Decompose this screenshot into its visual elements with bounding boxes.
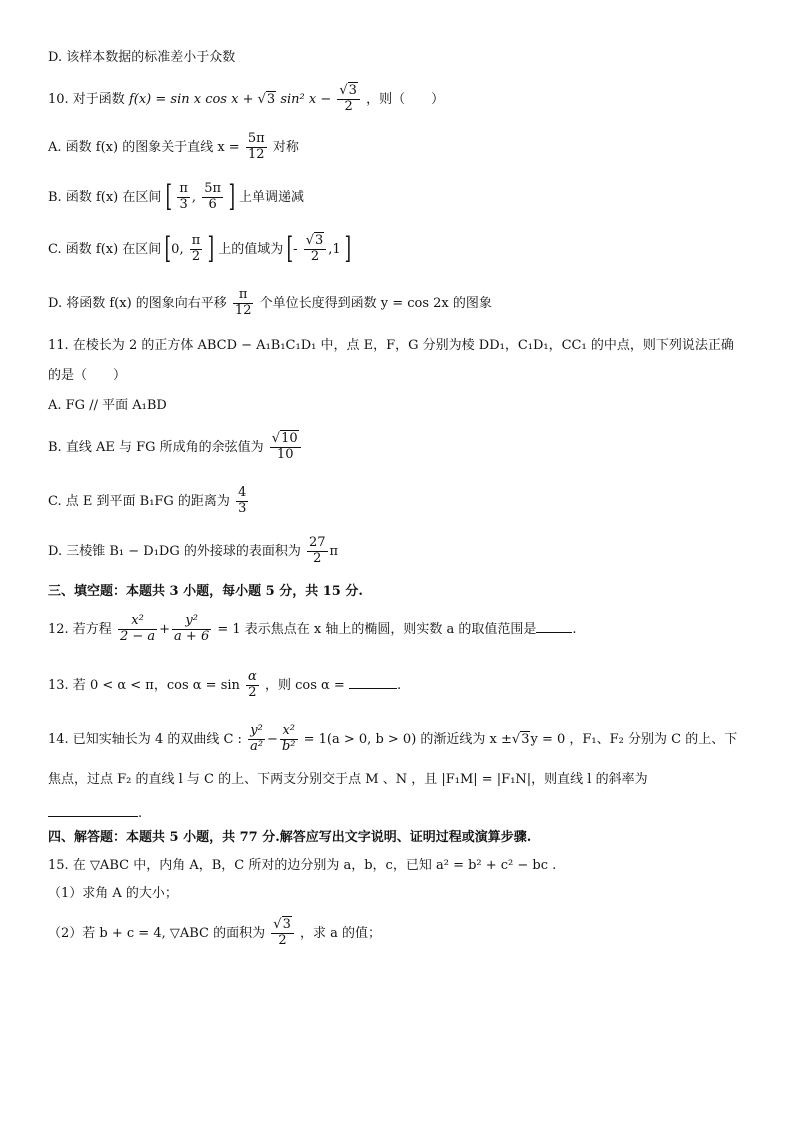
q10-c-mid: 上的值域为 <box>218 241 284 257</box>
q10-option-a <box>48 132 754 163</box>
q15-part2-frac: $\frac{√3}{2}$ <box>271 918 294 949</box>
q10-c-rbracket2: ] <box>344 231 351 267</box>
q10-c-frac: $\frac{\pi}{2}$ <box>191 233 201 264</box>
q13-text: ，则 cos α = <box>264 677 345 693</box>
q10-b-rbracket: ] <box>228 179 236 215</box>
q10-a-den: 12 <box>246 147 267 163</box>
q9-option-d-text: D. 该样本数据的标准差小于众数 <box>48 50 236 65</box>
q15-part2-suffix: ，求 a 的值； <box>299 925 381 941</box>
q11-b-prefix: B. 直线 AE 与 FG 所成角的余弦值为 <box>48 439 264 455</box>
q14-answer-blank[interactable] <box>48 804 138 817</box>
q10-sqrt-symbol: √ <box>257 91 266 107</box>
q14-line2 <box>48 772 754 788</box>
q10-a-suffix: 对称 <box>272 139 299 155</box>
q11-option-d <box>48 536 754 567</box>
q14-frac2: $\frac{\text{x²}}{\text{b²}}$ <box>281 723 296 754</box>
q10-b-prefix: B. 函数 f(x) 在区间 <box>48 189 162 205</box>
q10-d-frac: $\frac{\pi}{12}$ <box>234 287 252 318</box>
q10-d-suffix: 个单位长度得到函数 y = cos 2x 的图象 <box>259 295 492 311</box>
q14-line3 <box>48 804 754 822</box>
q13-end: . <box>396 677 402 693</box>
q11-d-frac: $\frac{27}{2}$ <box>309 535 326 566</box>
q14-minus: − <box>267 731 278 747</box>
q10-fraction <box>337 84 360 115</box>
q10-c-prefix: C. 函数 f(x) 在区间 <box>48 241 162 257</box>
q12-frac2: $\frac{\text{y²}}{a + 6}$ <box>174 613 210 644</box>
q15-stem <box>48 858 754 874</box>
q13-prefix: 13. 若 0 < α < π，cos α = sin <box>48 677 240 693</box>
q11-stem2: 的是（ ） <box>48 368 127 383</box>
q10-c-lbracket2: [ <box>287 231 294 267</box>
q10-fraction-num: √3 <box>339 83 357 98</box>
q10-stem-suffix: ，则（ ） <box>366 91 445 107</box>
q10-function-mid: sin² x − <box>280 91 332 107</box>
q10-b-suffix: 上单调递减 <box>239 189 305 205</box>
q10-d-prefix: D. 将函数 f(x) 的图象向右平移 <box>48 295 227 311</box>
q14-post: y = 0 ，F₁、F₂ 分别为 C 的上、下 <box>530 731 738 747</box>
q10-option-c <box>48 231 754 267</box>
section3-text: 三、填空题：本题共 3 小题，每小题 5 分，共 15 分. <box>48 584 363 599</box>
q15-part2-prefix: （2）若 b + c = 4, ▽ABC 的面积为 <box>48 925 266 941</box>
q12-answer-blank[interactable] <box>536 620 572 633</box>
q10-option-b: B. 函数 f(x) 在区间 [ $\frac{\pi}{3}$ , $\frac{5\pi}{6}$ ] 上单调递减 <box>48 179 305 215</box>
q14-frac1: $\frac{\text{y²}}{\text{a²}}$ <box>250 723 264 754</box>
q11-option-c <box>48 486 754 517</box>
q10-a-fraction <box>246 132 267 163</box>
q10-sqrt3: 3 <box>266 91 276 107</box>
q14-mid: = 1(a > 0, b > 0) 的渐近线为 x ± <box>303 731 512 747</box>
q10-b-frac1: $\frac{\pi}{3}$ <box>179 181 188 212</box>
q10-b-frac2: $\frac{5\pi}{6}$ <box>204 181 222 212</box>
q10-stem-prefix: 10. 对于函数 <box>48 91 125 107</box>
q11-a-text: A. FG // 平面 A₁BD <box>48 398 167 413</box>
section4-text: 四、解答题：本题共 5 小题，共 77 分.解答应写出文字说明、证明过程或演算步骤. <box>48 830 532 845</box>
q12-frac1: $\frac{\text{x²}}{2 - a}$ <box>119 613 156 644</box>
q9-option-d <box>48 50 754 66</box>
q15-part1-text: （1）求角 A 的大小； <box>48 886 178 901</box>
q14-line1 <box>48 724 754 755</box>
q10-c-rbracket1: ] <box>208 231 215 267</box>
q10-c-neg: - <box>293 241 298 257</box>
q11-stem-line1 <box>48 338 754 354</box>
q11-d-suffix: π <box>329 543 339 559</box>
q11-option-b <box>48 432 754 463</box>
q10-c-lbracket1: [ <box>165 231 172 267</box>
q10-option-d <box>48 288 754 319</box>
q13-frac: $\frac{\alpha}{2}$ <box>248 669 257 700</box>
q11-d-prefix: D. 三棱锥 B₁ − D₁DG 的外接球的表面积为 <box>48 543 301 559</box>
q15-part2 <box>48 918 754 949</box>
q12-prefix: 12. 若方程 <box>48 621 112 637</box>
q11-c-frac: $\frac{4}{3}$ <box>238 485 247 516</box>
q13-answer-blank[interactable] <box>349 676 397 689</box>
q14-end: . <box>138 806 143 821</box>
q13 <box>48 670 754 701</box>
q10-a-prefix: A. 函数 f(x) 的图象关于直线 x = <box>48 139 240 155</box>
q11-c-prefix: C. 点 E 到平面 B₁FG 的距离为 <box>48 493 230 509</box>
q10-c-one: ,1 <box>328 241 341 257</box>
q12-plus: + <box>159 621 171 637</box>
q14-prefix: 14. 已知实轴长为 4 的双曲线 C : <box>48 731 242 747</box>
q11-b-frac: $\frac{√10}{10}$ <box>270 432 301 463</box>
q10-fraction-den: 2 <box>337 99 360 115</box>
q10-a-num: 5π <box>247 131 265 146</box>
q10-function: f(x) = sin x cos x + <box>128 91 258 107</box>
q14-sqrt-symbol: √ <box>511 731 521 747</box>
q10-stem <box>48 84 754 115</box>
section-answer-heading <box>48 830 754 846</box>
q11-option-a <box>48 398 754 414</box>
section-fill-in-heading <box>48 584 754 600</box>
q15-stem-text: 15. 在 ▽ABC 中，内角 A，B，C 所对的边分别为 a，b，c，已知 a² = b² + c² − bc . <box>48 858 557 873</box>
q14-sqrt3: 3 <box>521 731 530 747</box>
q10-c-frac2: $\frac{√3}{2}$ <box>304 234 327 265</box>
q10-b-lbracket: [ <box>165 179 172 215</box>
q12 <box>48 614 754 645</box>
q15-part1 <box>48 886 754 902</box>
q10-c-zero: 0, <box>171 241 184 257</box>
q11-stem-line2 <box>48 368 754 384</box>
q12-text: = 1 表示焦点在 x 轴上的椭圆，则实数 a 的取值范围是 <box>217 621 537 637</box>
q11-stem1: 11. 在棱长为 2 的正方体 ABCD − A₁B₁C₁D₁ 中，点 E，F，G 分别为棱 DD₁，C₁D₁，CC₁ 的中点，则下列说法正确 <box>48 338 734 353</box>
q12-end: . <box>572 621 577 637</box>
q14-line2-text: 焦点，过点 F₂ 的直线 l 与 C 的上、下两支分别交于点 M 、N ，且 |F₁M| = |F₁N|，则直线 l 的斜率为 <box>48 772 648 787</box>
